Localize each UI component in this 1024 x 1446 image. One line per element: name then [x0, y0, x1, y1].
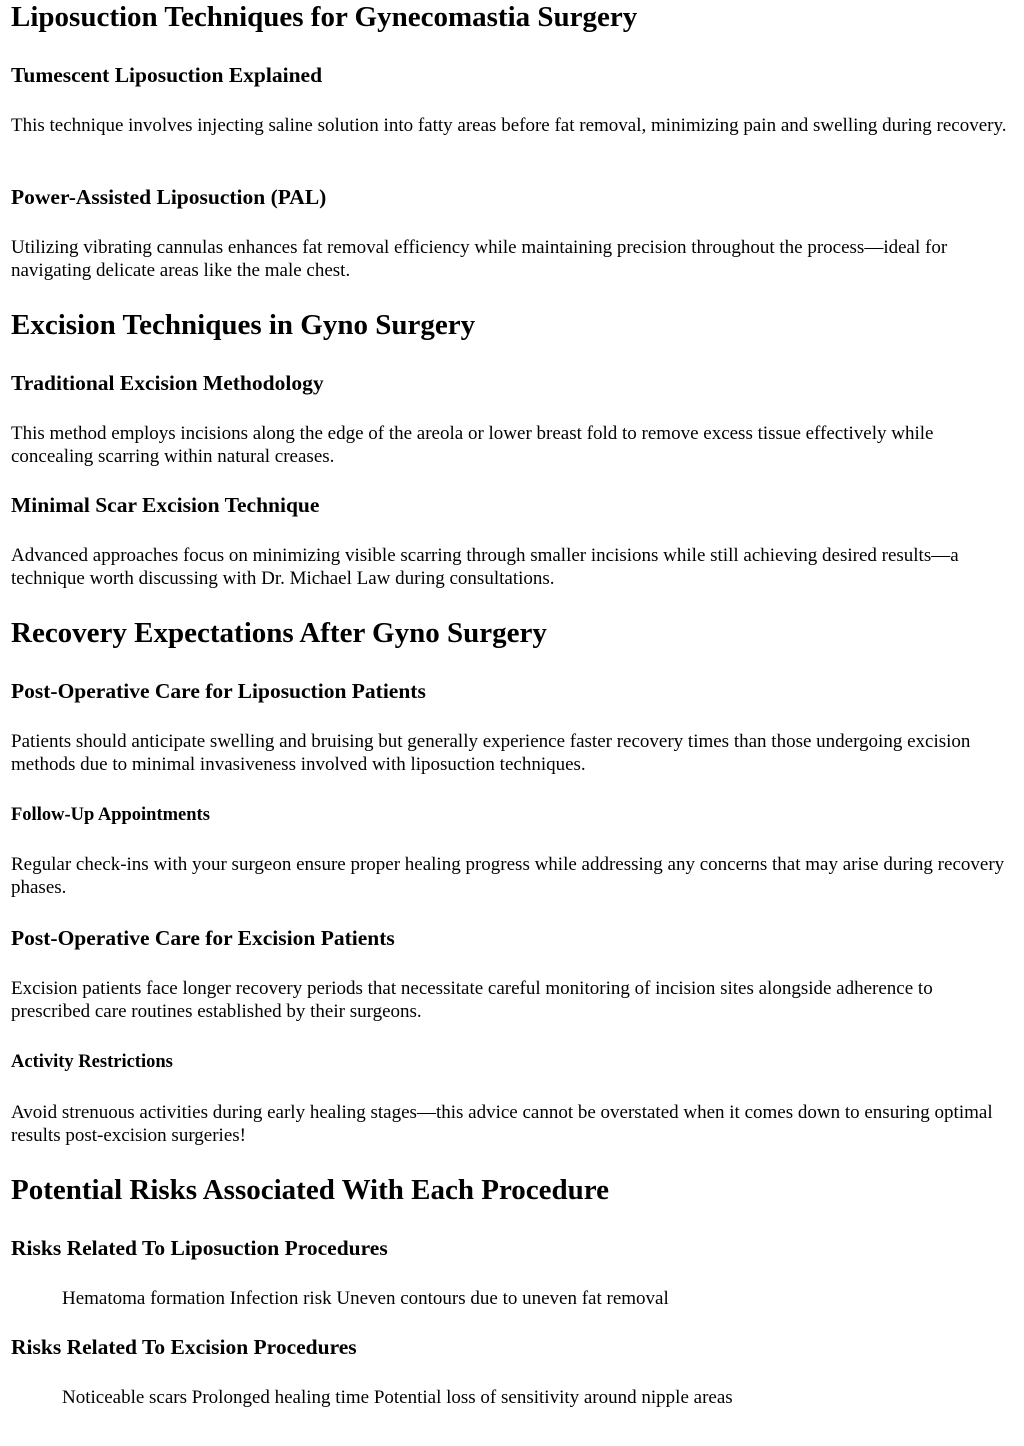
blockquote-liposuction-risks: Hematoma formation Infection risk Uneven contours due to uneven fat removal [62, 1288, 669, 1309]
paragraph-post-op-excision: Excision patients face longer recovery periods that necessitate careful monitoring of incision sites alongside adherence to prescribed care routines established by their surgeons. [11, 978, 933, 1022]
paragraph-minimal-scar-excision: Advanced approaches focus on minimizing visible scarring through smaller incisions while still achieving desired results—a technique worth discussing with Dr. Michael Law during consultations. [11, 545, 959, 589]
subheading-traditional-excision: Traditional Excision Methodology [11, 371, 324, 395]
subheading-minimal-scar-excision: Minimal Scar Excision Technique [11, 493, 320, 517]
section-heading-excision-techniques: Excision Techniques in Gyno Surgery [11, 309, 476, 341]
paragraph-power-assisted-liposuction: Utilizing vibrating cannulas enhances fat removal efficiency while maintaining precision throughout the process—ideal for navigating delicate areas like the male chest. [11, 237, 948, 281]
subheading-post-op-excision: Post-Operative Care for Excision Patients [11, 926, 395, 950]
blockquote-excision-risks: Noticeable scars Prolonged healing time Potential loss of sensitivity around nipple areas [62, 1387, 733, 1408]
paragraph-post-op-liposuction: Patients should anticipate swelling and bruising but generally experience faster recovery times than those undergoing excision methods due to minimal invasiveness involved with liposuction techniques. [11, 731, 971, 775]
subheading-liposuction-risks: Risks Related To Liposuction Procedures [11, 1236, 388, 1260]
subheading-post-op-liposuction: Post-Operative Care for Liposuction Patients [11, 679, 426, 703]
paragraph-activity-restrictions: Avoid strenuous activities during early healing stages—this advice cannot be overstated when it comes down to ensuring optimal results post-excision surgeries! [11, 1102, 993, 1146]
paragraph-traditional-excision: This method employs incisions along the edge of the areola or lower breast fold to remove excess tissue effectively while concealing scarring within natural creases. [11, 423, 934, 467]
subheading-power-assisted-liposuction: Power-Assisted Liposuction (PAL) [11, 185, 327, 209]
minor-heading-activity-restrictions: Activity Restrictions [11, 1052, 173, 1072]
section-heading-liposuction-techniques: Liposuction Techniques for Gynecomastia Surgery [11, 1, 638, 33]
subheading-excision-risks: Risks Related To Excision Procedures [11, 1335, 357, 1359]
minor-heading-follow-up-appointments: Follow-Up Appointments [11, 805, 210, 825]
section-heading-potential-risks: Potential Risks Associated With Each Procedure [11, 1174, 610, 1206]
section-heading-recovery-expectations: Recovery Expectations After Gyno Surgery [11, 617, 547, 649]
subheading-tumescent-liposuction: Tumescent Liposuction Explained [11, 63, 323, 87]
paragraph-tumescent-liposuction: This technique involves injecting saline solution into fatty areas before fat removal, minimizing pain and swelling during recovery. [11, 115, 1007, 136]
paragraph-follow-up-appointments: Regular check-ins with your surgeon ensure proper healing progress while addressing any concerns that may arise during recovery phases. [11, 854, 1005, 898]
